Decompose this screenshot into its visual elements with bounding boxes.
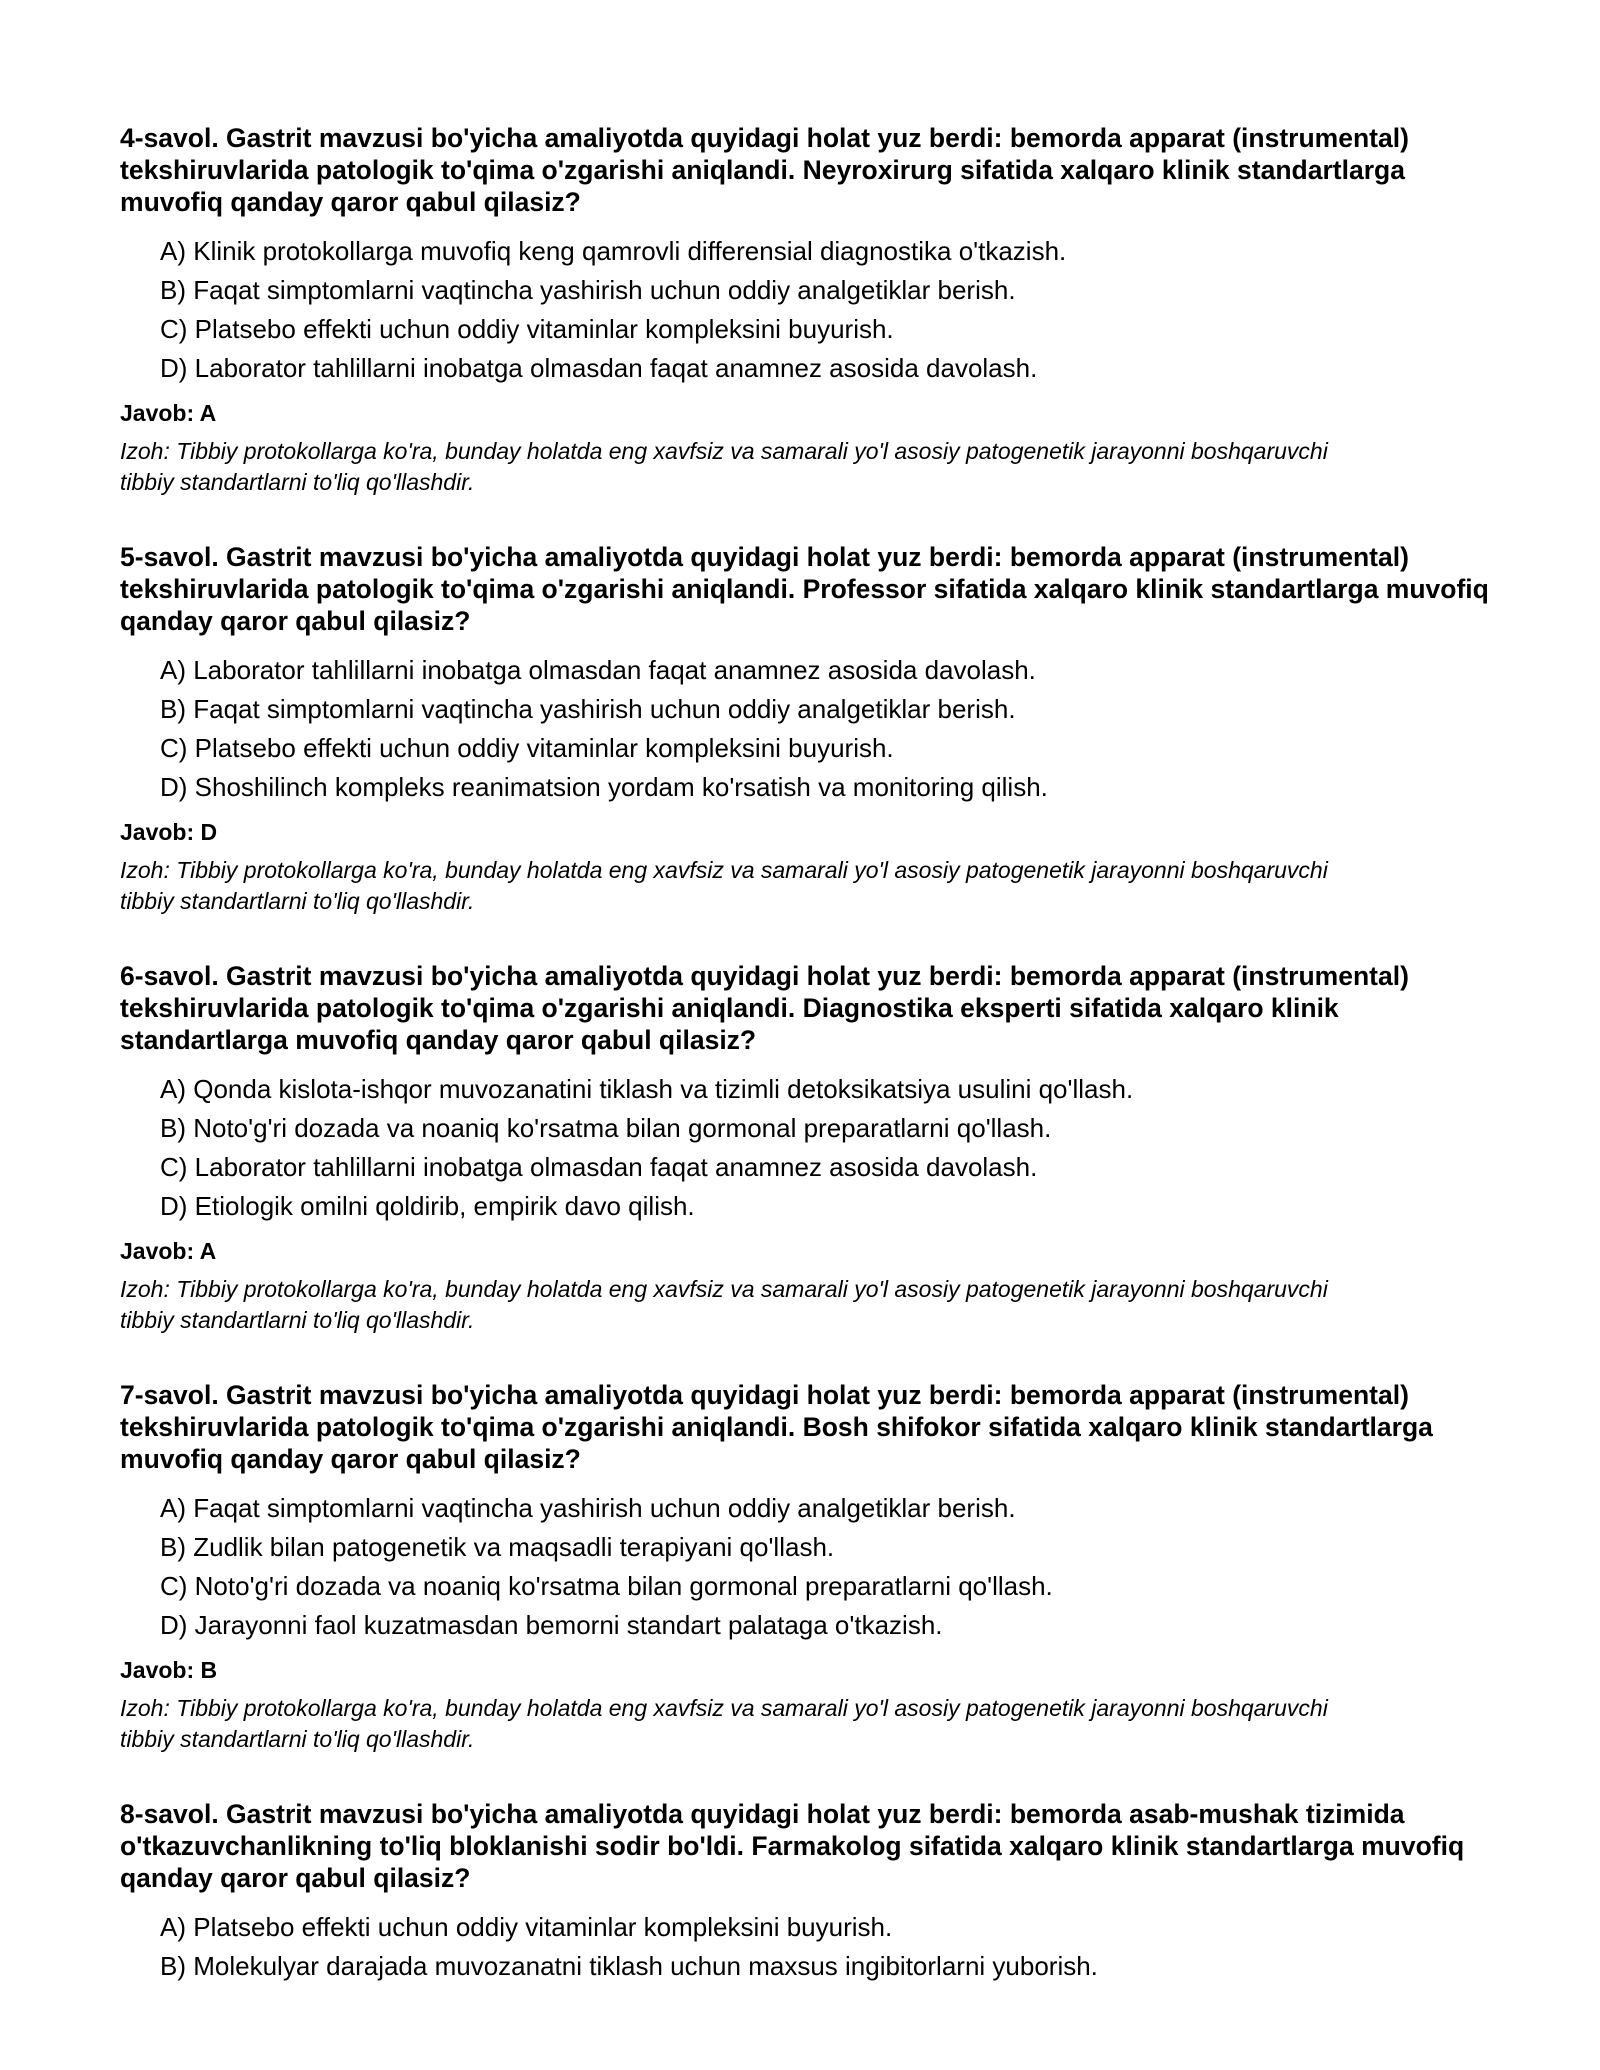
option-a: A) Laborator tahlillarni inobatga olmasdan faqat anamnez asosida davolash.: [160, 655, 1036, 685]
options-list: [120, 232, 1500, 388]
option-d: D) Shoshilinch kompleks reanimatsion yordam ko'rsatish va monitoring qilish.: [160, 772, 1048, 802]
option-a: A) Klinik protokollarga muvofiq keng qamrovli differensial diagnostika o'tkazish.: [160, 236, 1067, 266]
option-d: D) Jarayonni faol kuzatmasdan bemorni standart palataga o'tkazish.: [160, 1610, 943, 1640]
option-b: B) Molekulyar darajada muvozanatni tiklash uchun maxsus ingibitorlarni yuborish.: [160, 1951, 1098, 1981]
answer-label: Javob: A: [120, 1238, 217, 1264]
explanation-note: Izoh: Tibbiy protokollarga ko'ra, bunday holatda eng xavfsiz va samarali yo'l asosiy patogenetik jarayonni boshqaruvchi tibbiy standartlarni to'liq qo'llashdir.: [120, 438, 1328, 495]
question-title: 8-savol. Gastrit mavzusi bo'yicha amaliyotda quyidagi holat yuz berdi: bemorda asab-mushak tizimida o'tkazuvchanlikning to'liq bloklanishi sodir bo'ldi. Farmakolog sifatida xalqaro klinik standartlarga muvofiq qanday qaror qabul qilasiz?: [120, 1799, 1465, 1893]
option-d: D) Laborator tahlillarni inobatga olmasdan faqat anamnez asosida davolash.: [160, 353, 1038, 383]
question-block: [120, 960, 1500, 1336]
option-c: C) Platsebo effekti uchun oddiy vitaminlar kompleksini buyurish.: [160, 314, 894, 344]
answer-label: Javob: A: [120, 400, 217, 426]
question-block: [120, 122, 1500, 498]
option-a: A) Qonda kislota-ishqor muvozanatini tiklash va tizimli detoksikatsiya usulini qo'llash.: [160, 1074, 1134, 1104]
explanation-note: Izoh: Tibbiy protokollarga ko'ra, bunday holatda eng xavfsiz va samarali yo'l asosiy patogenetik jarayonni boshqaruvchi tibbiy standartlarni to'liq qo'llashdir.: [120, 1276, 1328, 1333]
option-a: A) Platsebo effekti uchun oddiy vitaminlar kompleksini buyurish.: [160, 1912, 893, 1942]
option-c: C) Laborator tahlillarni inobatga olmasdan faqat anamnez asosida davolash.: [160, 1152, 1038, 1182]
option-c: C) Noto'g'ri dozada va noaniq ko'rsatma bilan gormonal preparatlarni qo'llash.: [160, 1571, 1053, 1601]
document-page: [120, 122, 1500, 2029]
option-a: A) Faqat simptomlarni vaqtincha yashirish uchun oddiy analgetiklar berish.: [160, 1493, 1016, 1523]
question-title: 4-savol. Gastrit mavzusi bo'yicha amaliyotda quyidagi holat yuz berdi: bemorda apparat (instrumental) tekshiruvlarida patologik to'qima o'zgarishi aniqlandi. Neyroxirurg sifatida xalqaro klinik standartlarga muvofiq qanday qaror qabul qilasiz?: [120, 123, 1409, 217]
option-b: B) Faqat simptomlarni vaqtincha yashirish uchun oddiy analgetiklar berish.: [160, 694, 1016, 724]
question-block: [120, 541, 1500, 917]
question-title: 5-savol. Gastrit mavzusi bo'yicha amaliyotda quyidagi holat yuz berdi: bemorda apparat (instrumental) tekshiruvlarida patologik to'qima o'zgarishi aniqlandi. Professor sifatida xalqaro klinik standartlarga muvofiq qanday qaror qabul qilasiz?: [120, 542, 1489, 636]
options-list: [120, 651, 1500, 807]
option-b: B) Noto'g'ri dozada va noaniq ko'rsatma bilan gormonal preparatlarni qo'llash.: [160, 1113, 1052, 1143]
options-list: [120, 1908, 1500, 1986]
answer-label: Javob: B: [120, 1657, 218, 1683]
question-block: [120, 1798, 1500, 1986]
option-b: B) Faqat simptomlarni vaqtincha yashirish uchun oddiy analgetiklar berish.: [160, 275, 1016, 305]
answer-label: Javob: D: [120, 819, 218, 845]
options-list: [120, 1489, 1500, 1645]
option-b: B) Zudlik bilan patogenetik va maqsadli terapiyani qo'llash.: [160, 1532, 835, 1562]
option-d: D) Etiologik omilni qoldirib, empirik davo qilish.: [160, 1191, 695, 1221]
options-list: [120, 1070, 1500, 1226]
explanation-note: Izoh: Tibbiy protokollarga ko'ra, bunday holatda eng xavfsiz va samarali yo'l asosiy patogenetik jarayonni boshqaruvchi tibbiy standartlarni to'liq qo'llashdir.: [120, 1695, 1328, 1752]
option-c: C) Platsebo effekti uchun oddiy vitaminlar kompleksini buyurish.: [160, 733, 894, 763]
question-title: 6-savol. Gastrit mavzusi bo'yicha amaliyotda quyidagi holat yuz berdi: bemorda apparat (instrumental) tekshiruvlarida patologik to'qima o'zgarishi aniqlandi. Diagnostika eksperti sifatida xalqaro klinik standartlarga muvofiq qanday qaror qabul qilasiz?: [120, 961, 1409, 1055]
question-title: 7-savol. Gastrit mavzusi bo'yicha amaliyotda quyidagi holat yuz berdi: bemorda apparat (instrumental) tekshiruvlarida patologik to'qima o'zgarishi aniqlandi. Bosh shifokor sifatida xalqaro klinik standartlarga muvofiq qanday qaror qabul qilasiz?: [120, 1380, 1433, 1474]
explanation-note: Izoh: Tibbiy protokollarga ko'ra, bunday holatda eng xavfsiz va samarali yo'l asosiy patogenetik jarayonni boshqaruvchi tibbiy standartlarni to'liq qo'llashdir.: [120, 857, 1328, 914]
question-block: [120, 1379, 1500, 1755]
